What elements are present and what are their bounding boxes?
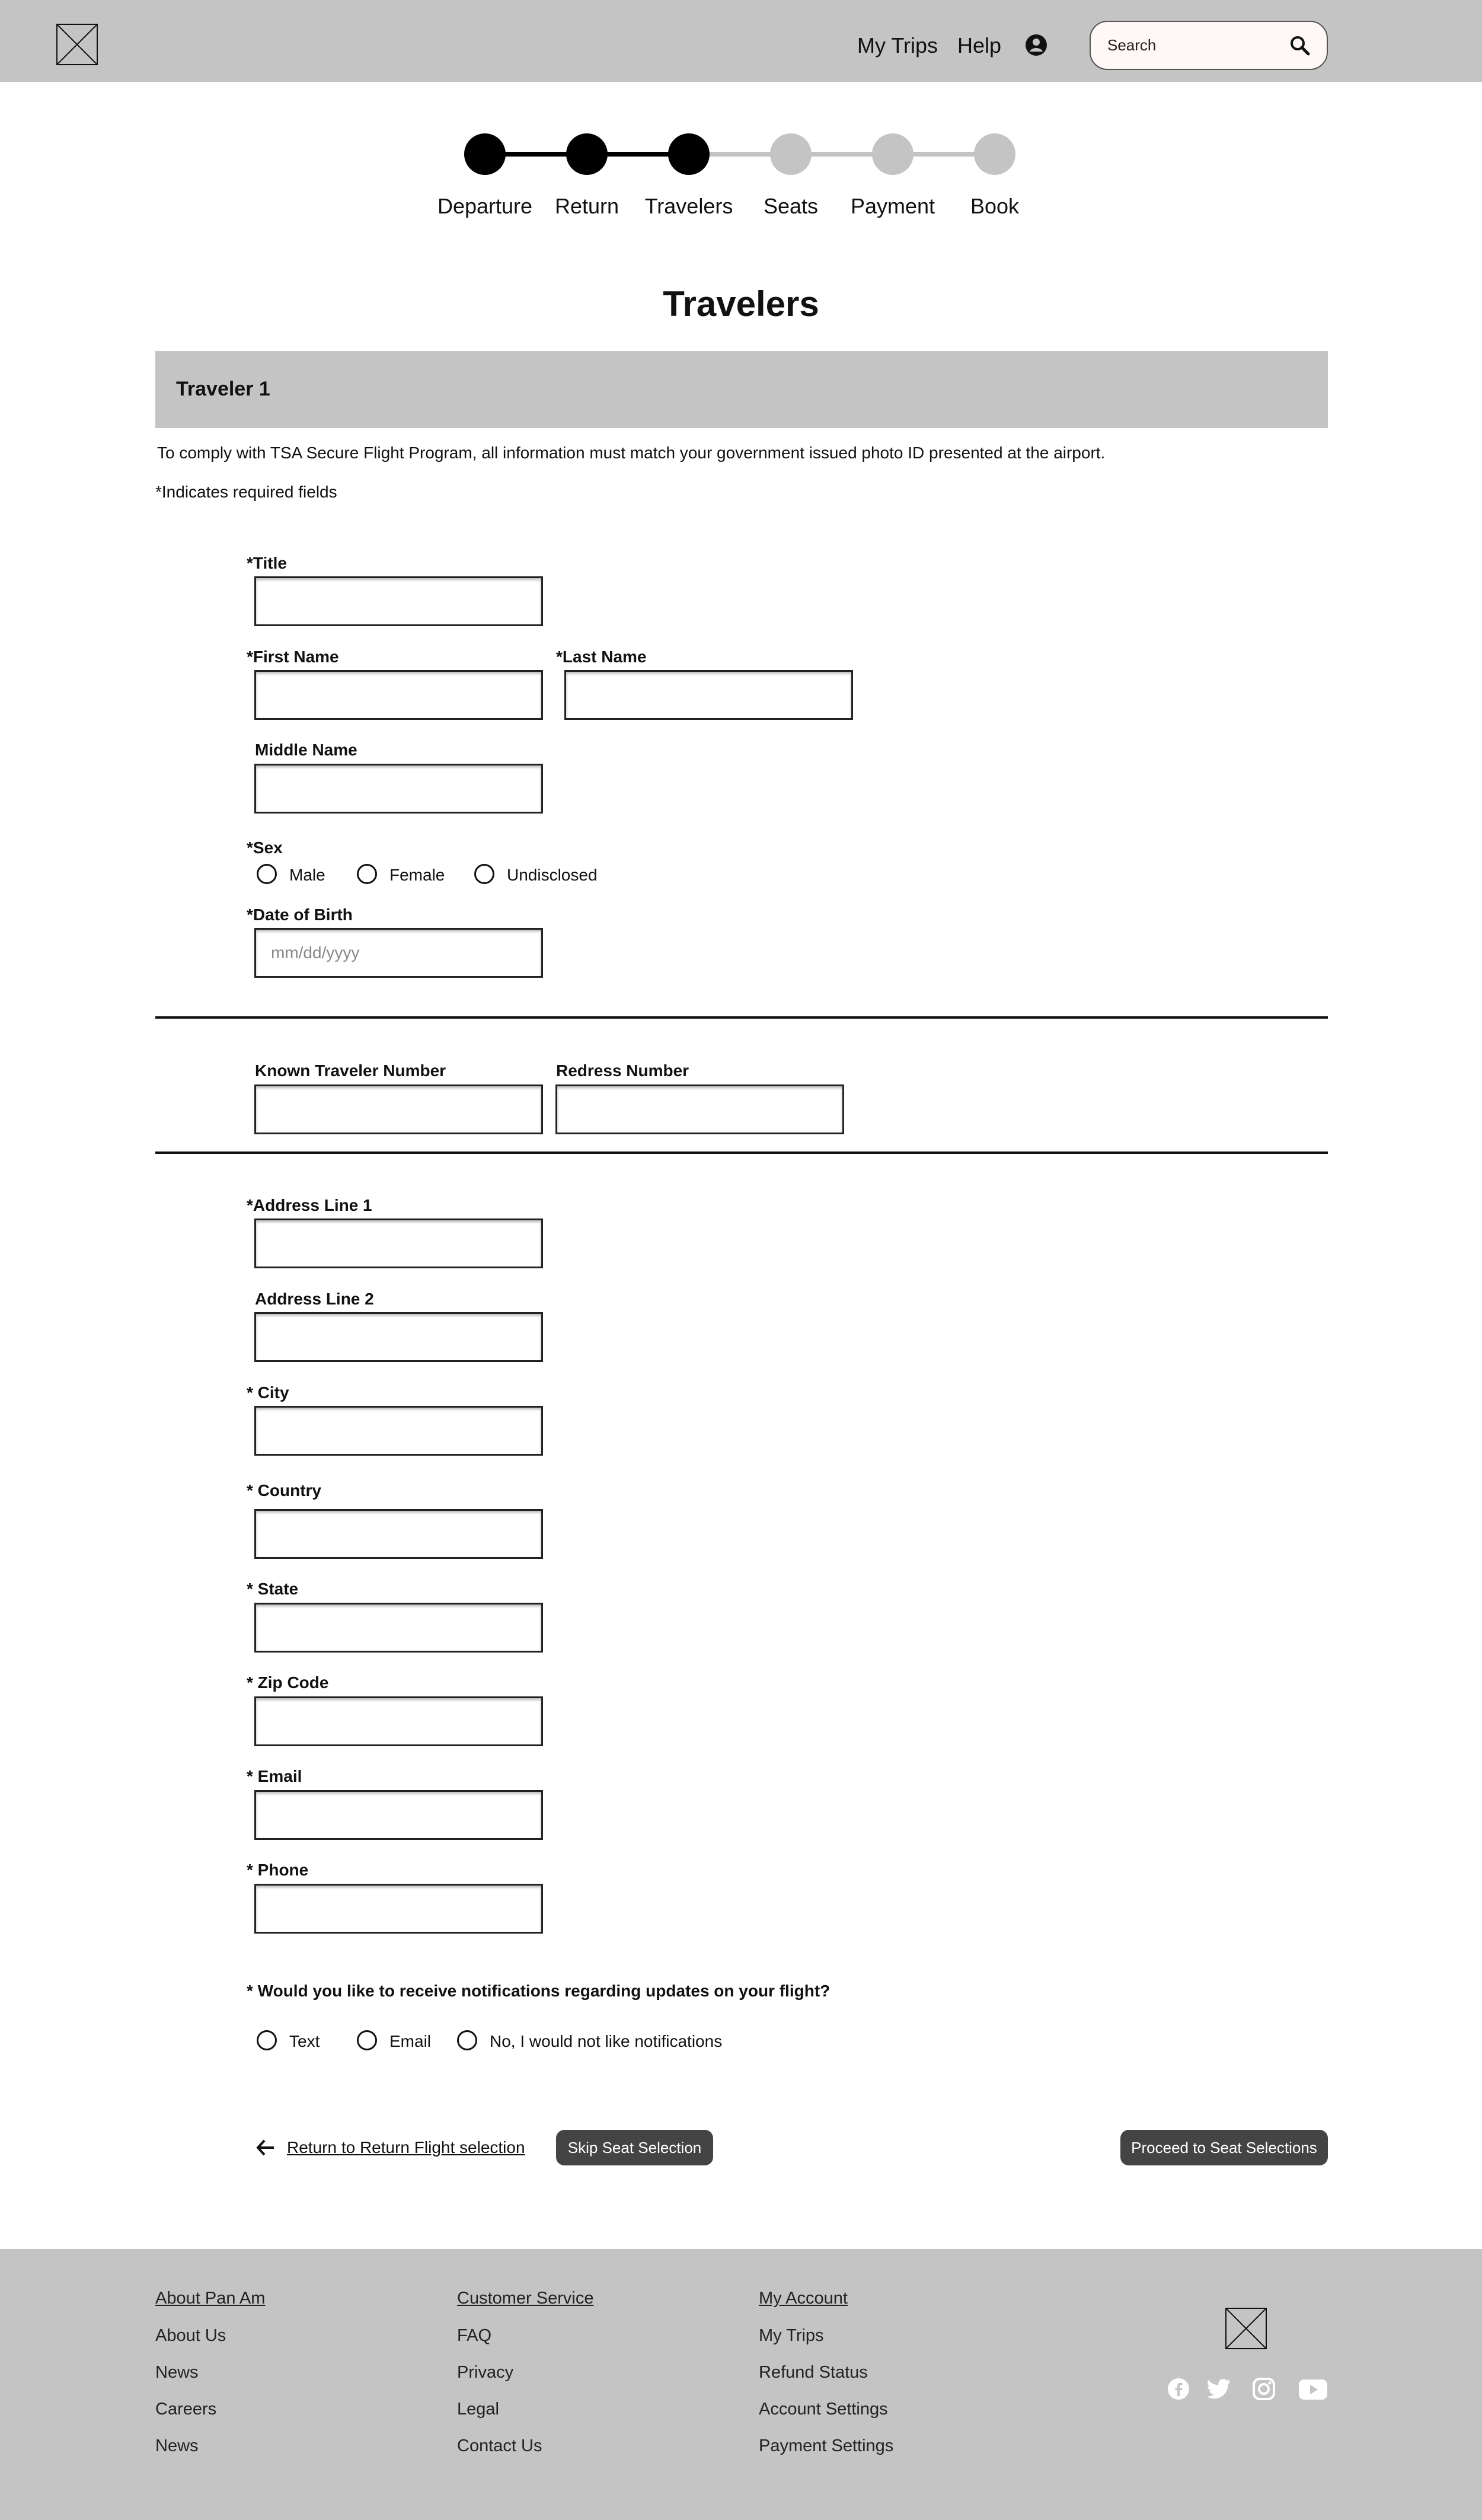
- notify-radio-text[interactable]: [257, 2030, 277, 2050]
- notify-option-label: No, I would not like notifications: [490, 2032, 723, 2050]
- zip-label: * Zip Code: [247, 1673, 329, 1692]
- sex-option-label: Male: [289, 866, 325, 884]
- city-field[interactable]: [254, 1406, 543, 1456]
- footer-logo[interactable]: [1225, 2308, 1267, 2349]
- middle-name-field[interactable]: [254, 764, 543, 814]
- address1-field[interactable]: [254, 1218, 543, 1268]
- footer-heading-customer-service[interactable]: Customer Service: [457, 2289, 594, 2308]
- skip-button-label: Skip Seat Selection: [567, 2139, 702, 2157]
- footer-link[interactable]: About Us: [155, 2326, 226, 2345]
- youtube-icon[interactable]: [1299, 2379, 1327, 2400]
- email-field[interactable]: [254, 1790, 543, 1840]
- sex-radio-female[interactable]: [357, 864, 377, 884]
- last-name-field[interactable]: [564, 670, 853, 720]
- instagram-icon[interactable]: [1252, 2377, 1276, 2401]
- country-label: * Country: [247, 1481, 321, 1500]
- title-field[interactable]: [254, 576, 543, 626]
- phone-label: * Phone: [247, 1861, 309, 1879]
- nav-my-trips[interactable]: My Trips: [857, 33, 938, 58]
- sex-option-label: Undisclosed: [507, 866, 598, 884]
- sex-option-label: Female: [389, 866, 445, 884]
- title-label: *Title: [247, 554, 287, 572]
- redress-field[interactable]: [555, 1084, 844, 1134]
- middle-name-label: Middle Name: [255, 741, 357, 759]
- step-label-travelers: Travelers: [644, 194, 733, 218]
- notify-radio-none[interactable]: [457, 2030, 477, 2050]
- notify-option-label: Text: [289, 2032, 320, 2050]
- footer-link[interactable]: FAQ: [457, 2326, 492, 2345]
- step-label-payment: Payment: [850, 194, 935, 218]
- footer-link[interactable]: Refund Status: [759, 2363, 868, 2382]
- footer-link[interactable]: Privacy: [457, 2363, 514, 2382]
- city-input[interactable]: [256, 1408, 541, 1454]
- traveler-heading: Traveler 1: [176, 378, 270, 400]
- arrow-left-icon[interactable]: [255, 2137, 276, 2158]
- footer-link[interactable]: My Trips: [759, 2326, 824, 2345]
- step-dot-payment: [872, 133, 914, 175]
- address2-label: Address Line 2: [255, 1290, 374, 1308]
- notify-radio-email[interactable]: [357, 2030, 377, 2050]
- required-fields-note: *Indicates required fields: [155, 483, 337, 501]
- dob-label: *Date of Birth: [247, 905, 353, 924]
- footer-link[interactable]: News: [155, 2363, 199, 2382]
- footer-link[interactable]: Account Settings: [759, 2400, 888, 2419]
- first-name-label: *First Name: [247, 647, 339, 666]
- footer-heading-about[interactable]: About Pan Am: [155, 2289, 266, 2308]
- last-name-input[interactable]: [566, 672, 851, 718]
- step-label-departure: Departure: [437, 194, 533, 218]
- search-box[interactable]: [1090, 21, 1328, 70]
- nav-help[interactable]: Help: [957, 33, 1002, 58]
- middle-name-input[interactable]: [256, 765, 541, 812]
- site-footer: [0, 2249, 1482, 2520]
- last-name-label: *Last Name: [556, 647, 647, 666]
- notifications-question: * Would you like to receive notifications regarding updates on your flight?: [247, 1982, 831, 2000]
- proceed-button-label: Proceed to Seat Selections: [1131, 2139, 1317, 2157]
- section-divider: [155, 1151, 1328, 1154]
- facebook-icon[interactable]: [1167, 2378, 1190, 2400]
- known-traveler-field[interactable]: [254, 1084, 543, 1134]
- zip-input[interactable]: [256, 1698, 541, 1744]
- step-dot-book: [974, 133, 1015, 175]
- twitter-icon[interactable]: [1205, 2378, 1231, 2401]
- footer-link[interactable]: Legal: [457, 2400, 499, 2419]
- state-label: * State: [247, 1580, 299, 1598]
- proceed-button[interactable]: [1120, 2130, 1328, 2165]
- logo[interactable]: [56, 24, 98, 65]
- address1-input[interactable]: [256, 1220, 541, 1267]
- step-label-book: Book: [970, 194, 1020, 218]
- city-label: * City: [247, 1383, 289, 1402]
- step-dot-travelers[interactable]: [668, 133, 710, 175]
- step-dot-return[interactable]: [566, 133, 608, 175]
- known-traveler-input[interactable]: [256, 1086, 541, 1133]
- zip-field[interactable]: [254, 1696, 543, 1746]
- redress-input[interactable]: [557, 1086, 842, 1133]
- step-dot-departure[interactable]: [464, 133, 506, 175]
- step-dot-seats: [770, 133, 812, 175]
- email-input[interactable]: [256, 1792, 541, 1838]
- address2-input[interactable]: [256, 1314, 541, 1360]
- sex-radio-undisclosed[interactable]: [474, 864, 494, 884]
- country-field[interactable]: [254, 1509, 543, 1559]
- back-link[interactable]: Return to Return Flight selection: [287, 2138, 525, 2157]
- country-input[interactable]: [256, 1511, 541, 1557]
- dob-input[interactable]: [256, 930, 541, 976]
- phone-input[interactable]: [256, 1886, 541, 1932]
- email-label: * Email: [247, 1767, 302, 1785]
- skip-seat-selection-button[interactable]: [556, 2130, 713, 2165]
- footer-link[interactable]: Contact Us: [457, 2436, 542, 2455]
- footer-heading-my-account[interactable]: My Account: [759, 2289, 848, 2308]
- section-divider: [155, 1016, 1328, 1019]
- title-input[interactable]: [256, 578, 541, 624]
- search-icon[interactable]: [1288, 34, 1312, 58]
- first-name-input[interactable]: [256, 672, 541, 718]
- site-header: [0, 0, 1482, 82]
- notify-option-label: Email: [389, 2032, 432, 2050]
- step-label-seats: Seats: [763, 194, 819, 218]
- tsa-notice: To comply with TSA Secure Flight Program, all information must match your government issued photo ID presented at the airport.: [157, 444, 1106, 462]
- search-input[interactable]: Search: [1107, 36, 1157, 54]
- state-input[interactable]: [256, 1604, 541, 1651]
- sex-label: *Sex: [247, 838, 283, 857]
- page-title: Travelers: [663, 284, 819, 324]
- step-label-return: Return: [554, 194, 619, 218]
- footer-link[interactable]: News: [155, 2436, 199, 2455]
- state-field[interactable]: [254, 1603, 543, 1653]
- address2-field[interactable]: [254, 1312, 543, 1362]
- footer-link[interactable]: Payment Settings: [759, 2436, 894, 2455]
- known-traveler-label: Known Traveler Number: [255, 1061, 446, 1080]
- redress-label: Redress Number: [556, 1061, 689, 1080]
- first-name-field[interactable]: [254, 670, 543, 720]
- traveler-section-header: [155, 351, 1328, 428]
- dob-field[interactable]: [254, 928, 543, 978]
- address1-label: *Address Line 1: [247, 1196, 372, 1214]
- footer-link[interactable]: Careers: [155, 2400, 217, 2419]
- account-circle-icon[interactable]: [1024, 33, 1048, 57]
- sex-radio-male[interactable]: [257, 864, 277, 884]
- phone-field[interactable]: [254, 1884, 543, 1934]
